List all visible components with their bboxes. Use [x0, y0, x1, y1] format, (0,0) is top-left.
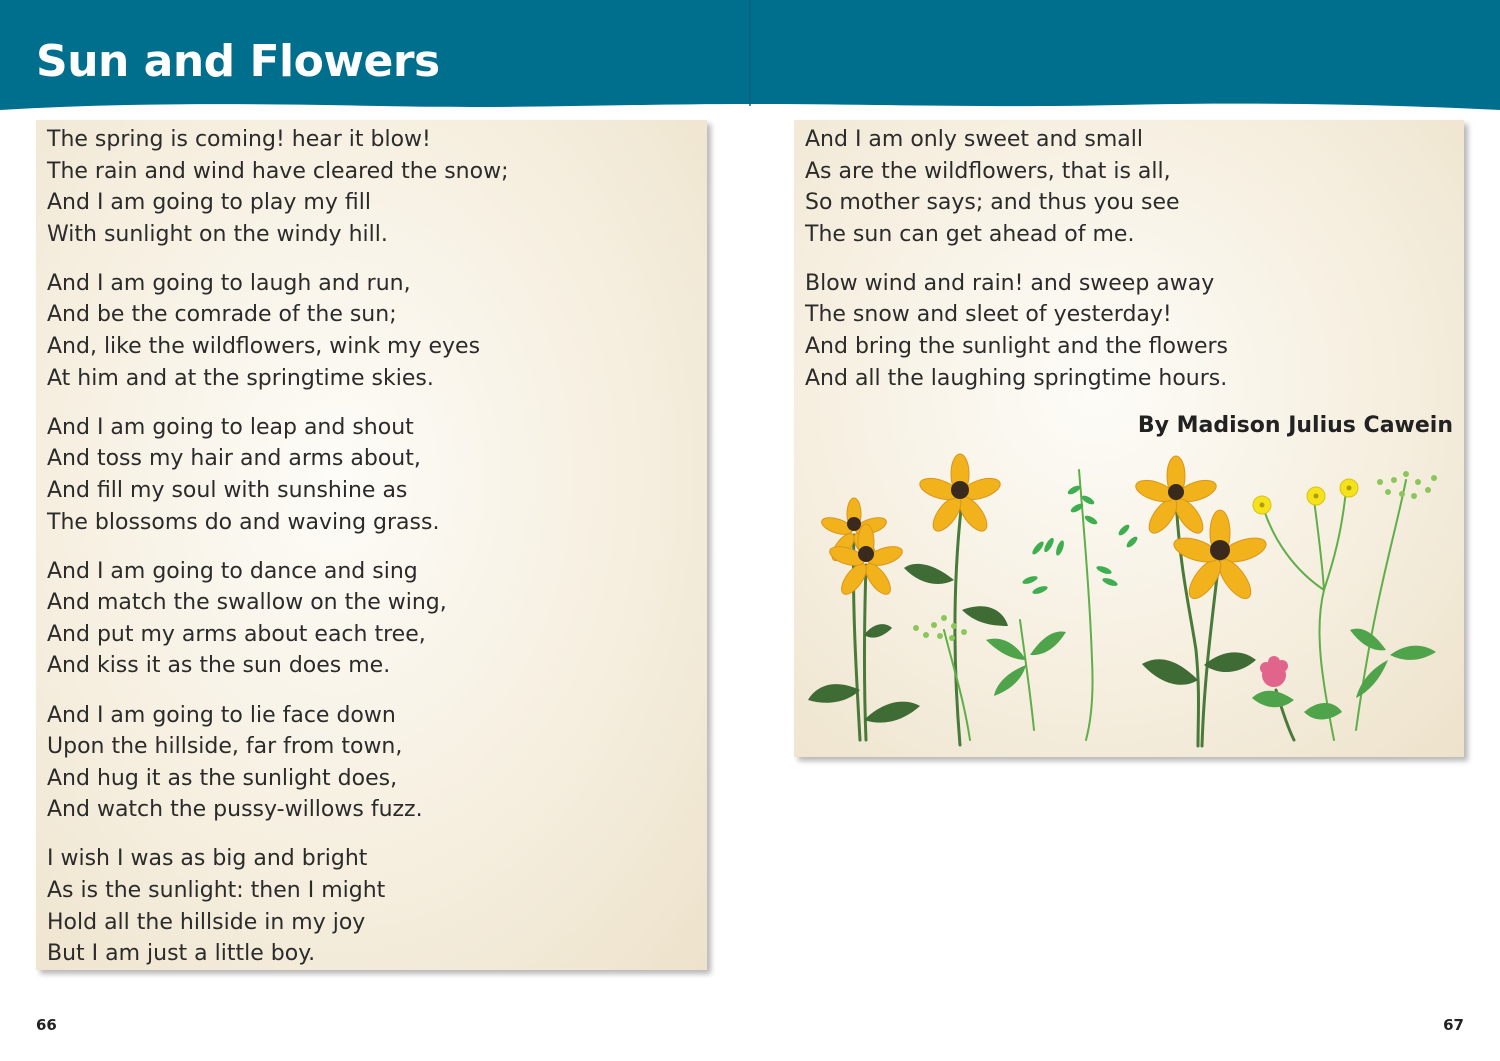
- poem-line: The snow and sleet of yesterday!: [805, 302, 1172, 328]
- poem-panel-left: [36, 120, 707, 970]
- stanza: [47, 268, 509, 394]
- poem-line: And be the comrade of the sun;: [47, 302, 397, 328]
- author-byline: By Madison Julius Cawein: [1137, 413, 1453, 438]
- poem-panel-right: [794, 120, 1464, 757]
- poem-line: And all the laughing springtime hours.: [805, 365, 1228, 391]
- stanza: [805, 268, 1228, 394]
- poem-line: With sunlight on the windy hill.: [47, 221, 388, 247]
- poem-line: And hug it as the sunlight does,: [47, 765, 398, 791]
- poem-line: And bring the sunlight and the flowers: [805, 334, 1229, 360]
- poem-line: And, like the wildflowers, wink my eyes: [47, 334, 481, 360]
- poem-text-left: [47, 124, 509, 987]
- page-title: Sun and Flowers: [36, 36, 440, 87]
- poem-line: And toss my hair and arms about,: [47, 446, 421, 472]
- poem-line: Blow wind and rain! and sweep away: [805, 270, 1215, 296]
- poem-line: And watch the pussy-willows fuzz.: [47, 797, 423, 823]
- poem-line: And I am going to laugh and run,: [47, 270, 411, 296]
- poem-line: And I am going to play my fill: [47, 190, 371, 216]
- header-banner: [0, 0, 1500, 122]
- poem-line: And kiss it as the sun does me.: [47, 653, 391, 679]
- poem-line: And I am going to leap and shout: [47, 414, 414, 440]
- poem-line: As are the wildflowers, that is all,: [805, 158, 1171, 184]
- poem-line: The rain and wind have cleared the snow;: [47, 158, 509, 184]
- stanza: [47, 412, 509, 538]
- poem-line: And I am going to dance and sing: [47, 558, 418, 584]
- poem-line: The sun can get ahead of me.: [805, 221, 1135, 247]
- poem-line: And I am going to lie face down: [47, 702, 396, 728]
- poem-line: So mother says; and thus you see: [805, 190, 1180, 216]
- poem-line: And put my arms about each tree,: [47, 621, 426, 647]
- poem-line: The spring is coming! hear it blow!: [47, 127, 431, 152]
- poem-line: Hold all the hillside in my joy: [47, 909, 366, 935]
- stanza: [47, 700, 509, 826]
- poem-text-right: [805, 124, 1228, 412]
- poem-line: But I am just a little boy.: [47, 941, 316, 967]
- poem-line: And match the swallow on the wing,: [47, 590, 447, 616]
- poem-line: I wish I was as big and bright: [47, 846, 368, 872]
- page-number-right: 67: [1443, 1016, 1464, 1034]
- stanza: [47, 843, 509, 969]
- poem-line: The blossoms do and waving grass.: [47, 509, 440, 535]
- page-number-left: 66: [36, 1016, 57, 1034]
- stanza: [47, 556, 509, 682]
- poem-line: And fill my soul with sunshine as: [47, 477, 408, 503]
- wildflowers-illustration: [794, 450, 1464, 750]
- poem-line: At him and at the springtime skies.: [47, 365, 434, 391]
- stanza: [47, 124, 509, 250]
- poem-line: And I am only sweet and small: [805, 127, 1143, 152]
- poem-line: As is the sunlight: then I might: [47, 877, 386, 903]
- stanza: [805, 124, 1228, 250]
- poem-line: Upon the hillside, far from town,: [47, 734, 403, 760]
